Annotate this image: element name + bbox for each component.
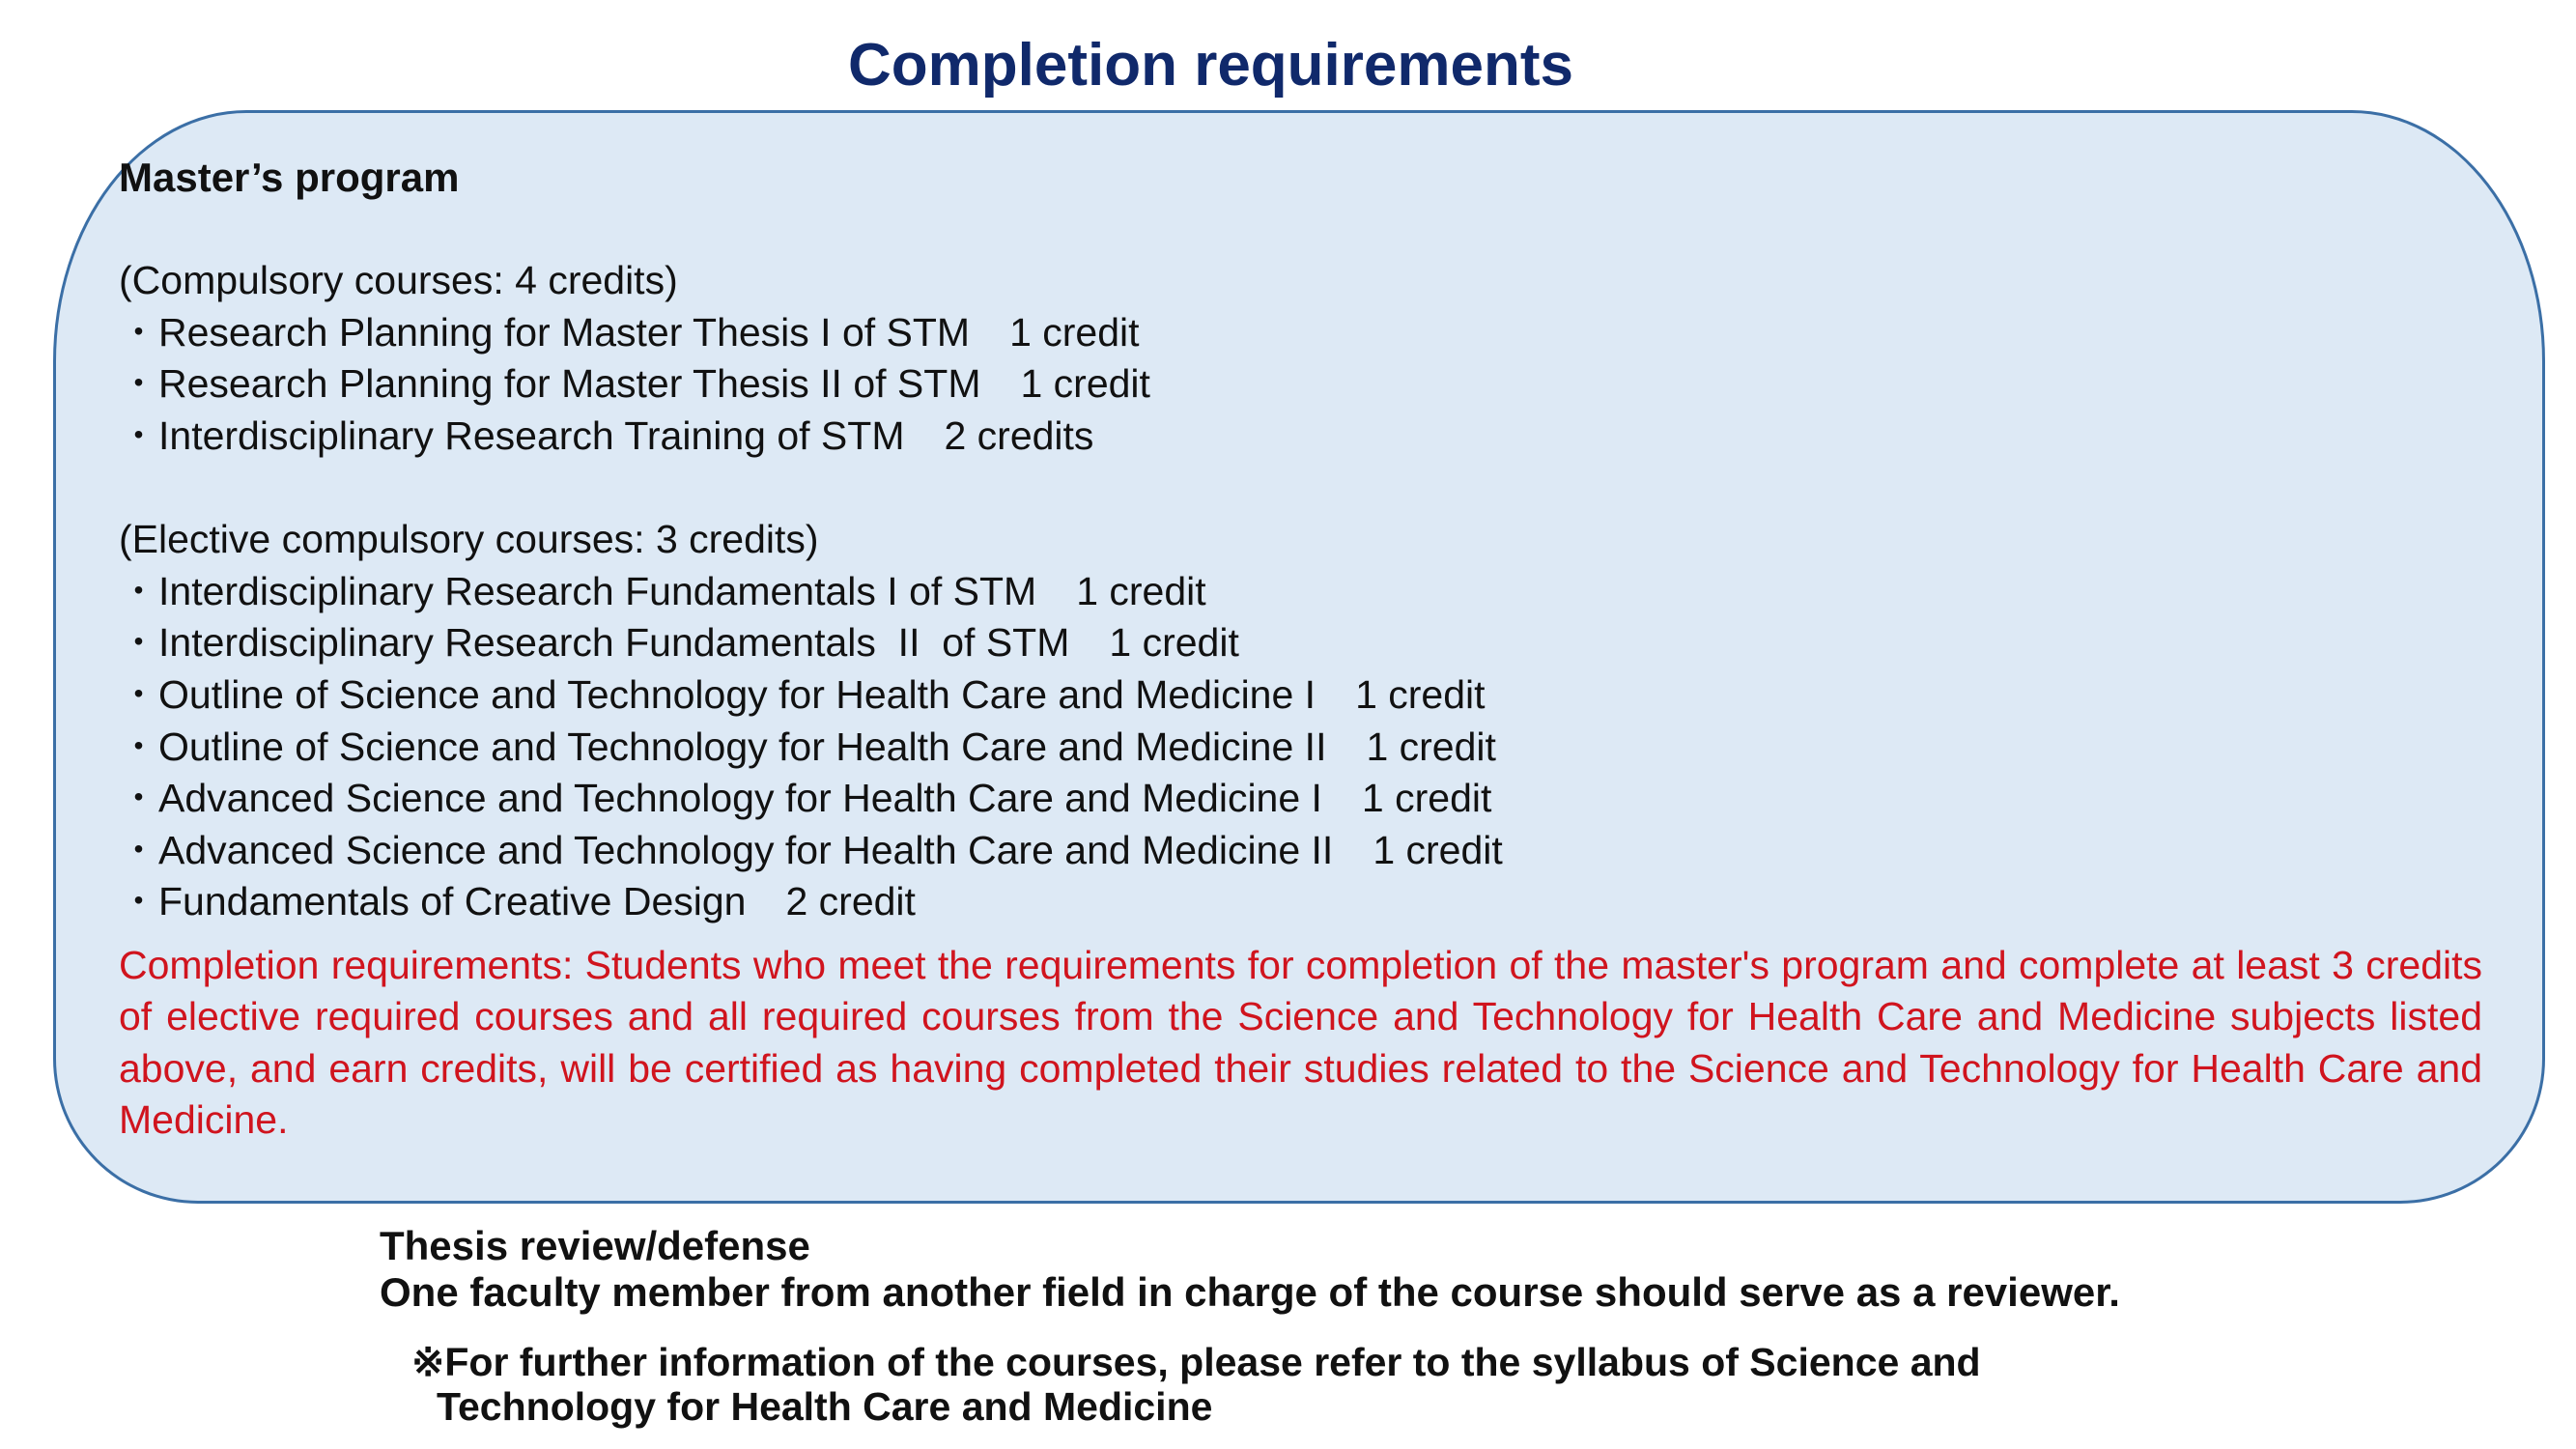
elective-course: ・Advanced Science and Technology for Health Care and Medicine II 1 credit xyxy=(119,827,1503,872)
elective-course: ・Interdisciplinary Research Fundamentals II of STM 1 credit xyxy=(119,620,1239,666)
program-content xyxy=(119,152,2485,1147)
compulsory-course: ・Research Planning for Master Thesis I of STM 1 credit xyxy=(119,309,1140,355)
elective-course: ・Outline of Science and Technology for Health Care and Medicine II 1 credit xyxy=(119,724,1496,769)
thesis-heading: Thesis review/defense xyxy=(380,1223,810,1268)
footnote-line: Technology for Health Care and Medicine xyxy=(437,1384,1213,1429)
compulsory-course: ・Research Planning for Master Thesis II of STM 1 credit xyxy=(119,361,1150,407)
elective-course: ・Interdisciplinary Research Fundamentals I of STM 1 credit xyxy=(119,568,1206,613)
elective-course: ・Fundamentals of Creative Design 2 credit xyxy=(119,879,916,924)
footnote-line: ※For further information of the courses, please refer to the syllabus of Science and xyxy=(411,1340,1981,1384)
compulsory-header: (Compulsory courses: 4 credits) xyxy=(119,258,678,303)
elective-course: ・Outline of Science and Technology for Health Care and Medicine I 1 credit xyxy=(119,671,1486,717)
thesis-text: One faculty member from another field in charge of the course should serve as a reviewer. xyxy=(380,1269,2120,1315)
page-title: Completion requirements xyxy=(848,32,1573,99)
completion-requirement-text: Completion requirements: Students who meet the requirements for completion of the master's program and complete at least 3 credits of elective required courses and all required courses from the Science and Technology for Health Care and Medicine subjects listed above, and earn credits, will be certified as having completed their studies related to the Science and Technology for Health Care and Medicine. xyxy=(119,942,2482,1143)
compulsory-course: ・Interdisciplinary Research Training of STM 2 credits xyxy=(119,412,1094,458)
thesis-section xyxy=(380,1223,2120,1316)
footnote xyxy=(411,1340,1981,1429)
elective-header: (Elective compulsory courses: 3 credits) xyxy=(119,517,819,562)
elective-course: ・Advanced Science and Technology for Health Care and Medicine I 1 credit xyxy=(119,776,1492,821)
program-heading: Master’s program xyxy=(119,155,460,200)
